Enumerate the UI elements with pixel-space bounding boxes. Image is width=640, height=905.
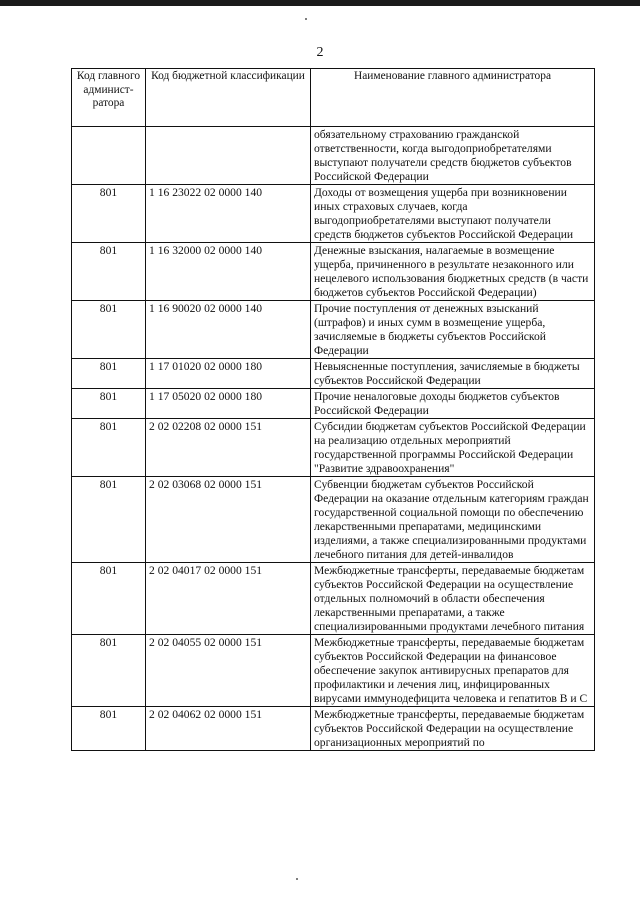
header-admin-code: Код главного админист-ратора bbox=[72, 69, 146, 127]
admin-code-cell: 801 bbox=[72, 707, 146, 751]
scan-speck bbox=[296, 878, 298, 880]
table-row bbox=[72, 635, 595, 707]
table-row bbox=[72, 419, 595, 477]
table-row bbox=[72, 563, 595, 635]
admin-code-cell: 801 bbox=[72, 477, 146, 563]
admin-code-cell: 801 bbox=[72, 185, 146, 243]
admin-code-cell: 801 bbox=[72, 359, 146, 389]
admin-name-cell: Невыясненные поступления, зачисляемые в бюджеты субъектов Российской Федерации bbox=[311, 359, 595, 389]
admin-name-cell: Субвенции бюджетам субъектов Российской Федерации на оказание отдельным категориям граждан государственной социальной помощи по обеспечению лекарственными препаратами, медицинскими изделиями, а также специализированными продуктами лечебного питания для детей-инвалидов bbox=[311, 477, 595, 563]
admin-code-cell: 801 bbox=[72, 419, 146, 477]
top-border-rule bbox=[0, 0, 640, 6]
admin-name-cell: Доходы от возмещения ущерба при возникновении иных страховых случаев, когда выгодоприобретателями выступают получатели средств бюджетов субъектов Российской Федерации bbox=[311, 185, 595, 243]
budget-code-cell: 2 02 03068 02 0000 151 bbox=[146, 477, 311, 563]
admin-code-cell: 801 bbox=[72, 301, 146, 359]
budget-code-cell: 2 02 04055 02 0000 151 bbox=[146, 635, 311, 707]
budget-code-cell: 1 16 32000 02 0000 140 bbox=[146, 243, 311, 301]
admin-name-cell: Прочие неналоговые доходы бюджетов субъектов Российской Федерации bbox=[311, 389, 595, 419]
budget-code-cell: 1 17 05020 02 0000 180 bbox=[146, 389, 311, 419]
table-header-row bbox=[72, 69, 595, 127]
budget-code-cell: 1 16 90020 02 0000 140 bbox=[146, 301, 311, 359]
table-row bbox=[72, 707, 595, 751]
admin-code-cell: 801 bbox=[72, 563, 146, 635]
admin-name-cell: Денежные взыскания, налагаемые в возмещение ущерба, причиненного в результате незаконного или нецелевого использования бюджетных средств (в части бюджетов субъектов Российской Федерации) bbox=[311, 243, 595, 301]
admin-name-cell: Межбюджетные трансферты, передаваемые бюджетам субъектов Российской Федерации на осуществление организационных мероприятий по bbox=[311, 707, 595, 751]
table-row bbox=[72, 359, 595, 389]
admin-code-cell: 801 bbox=[72, 389, 146, 419]
table-row bbox=[72, 477, 595, 563]
budget-codes-table bbox=[71, 68, 595, 751]
table-row bbox=[72, 185, 595, 243]
admin-code-cell bbox=[72, 127, 146, 185]
admin-name-cell: Субсидии бюджетам субъектов Российской Федерации на реализацию отдельных мероприятий государственной программы Российской Федерации "Развитие здравоохранения" bbox=[311, 419, 595, 477]
scan-speck bbox=[305, 18, 307, 20]
budget-code-cell: 2 02 02208 02 0000 151 bbox=[146, 419, 311, 477]
table-row bbox=[72, 301, 595, 359]
table-row bbox=[72, 389, 595, 419]
header-admin-name: Наименование главного администратора bbox=[311, 69, 595, 127]
admin-name-cell: Межбюджетные трансферты, передаваемые бюджетам субъектов Российской Федерации на осуществление отдельных полномочий в области обеспечения лекарственными препаратами, а также специализированными продуктами лечебного питания bbox=[311, 563, 595, 635]
budget-code-cell: 1 16 23022 02 0000 140 bbox=[146, 185, 311, 243]
admin-code-cell: 801 bbox=[72, 243, 146, 301]
budget-code-cell bbox=[146, 127, 311, 185]
budget-code-cell: 2 02 04062 02 0000 151 bbox=[146, 707, 311, 751]
admin-code-cell: 801 bbox=[72, 635, 146, 707]
admin-name-cell: Прочие поступления от денежных взысканий (штрафов) и иных сумм в возмещение ущерба, зачисляемые в бюджеты субъектов Российской Федерации bbox=[311, 301, 595, 359]
budget-code-cell: 2 02 04017 02 0000 151 bbox=[146, 563, 311, 635]
header-budget-code: Код бюджетной классификации bbox=[146, 69, 311, 127]
budget-code-cell: 1 17 01020 02 0000 180 bbox=[146, 359, 311, 389]
table-row bbox=[72, 243, 595, 301]
table-row bbox=[72, 127, 595, 185]
page-number: 2 bbox=[316, 45, 324, 60]
admin-name-cell: обязательному страхованию гражданской ответственности, когда выгодоприобретателями выступают получатели средств бюджетов субъектов Российской Федерации bbox=[311, 127, 595, 185]
admin-name-cell: Межбюджетные трансферты, передаваемые бюджетам субъектов Российской Федерации на финансовое обеспечение закупок антивирусных препаратов для профилактики и лечения лиц, инфицированных вирусами иммунодефицита человека и гепатитов В и С bbox=[311, 635, 595, 707]
